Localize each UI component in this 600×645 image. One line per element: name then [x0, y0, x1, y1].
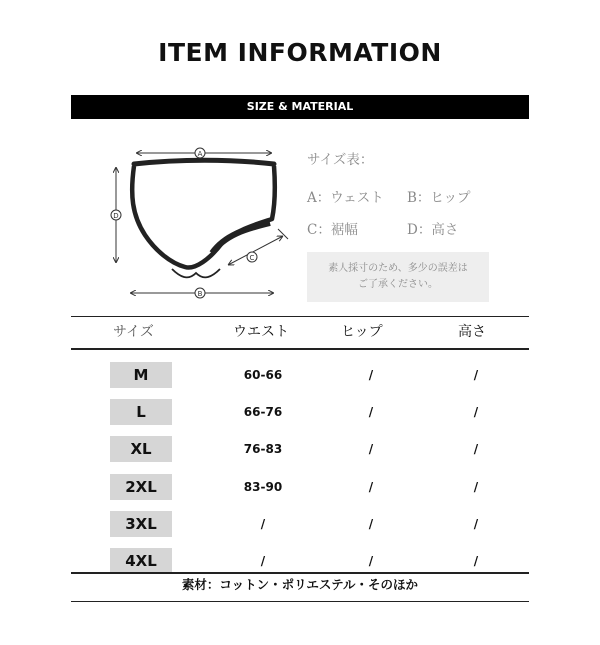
hip-value: /: [368, 405, 374, 419]
briefs-measurement-diagram: [100, 135, 300, 305]
legend-item: B：ヒップ: [407, 190, 471, 206]
size-label: L: [110, 399, 172, 425]
height-value: /: [473, 442, 479, 456]
page-title: ITEM INFORMATION: [158, 38, 442, 67]
height-value: /: [473, 480, 479, 494]
label-a: A: [197, 150, 203, 158]
hip-value: /: [368, 554, 374, 568]
size-label: M: [110, 362, 172, 388]
legend-row: [307, 186, 507, 206]
height-value: /: [473, 368, 479, 382]
waist-value: 83-90: [243, 480, 283, 494]
material-bottom-rule: [71, 601, 529, 602]
legend-heading: サイズ表：: [307, 152, 374, 168]
size-label: 2XL: [110, 474, 172, 500]
table-header-rule: [71, 348, 529, 350]
size-label: 4XL: [110, 548, 172, 572]
note-line: 素人採寸のため、多少の誤差は: [328, 263, 468, 274]
table-top-rule: [71, 316, 529, 317]
column-header-hip: ヒップ: [341, 324, 383, 340]
legend-item: A：ウェスト: [307, 190, 384, 206]
crotch-gusset: [172, 269, 220, 277]
leg-opening: [212, 223, 270, 253]
height-value: /: [473, 405, 479, 419]
hip-value: /: [368, 368, 374, 382]
column-header-waist: ウエスト: [233, 324, 289, 340]
label-d: D: [113, 212, 119, 220]
hip-value: /: [368, 480, 374, 494]
waist-value: 60-66: [243, 368, 283, 382]
label-c: C: [249, 254, 255, 262]
hip-value: /: [368, 442, 374, 456]
material-info: 素材：コットン・ポリエステル・そのほか: [181, 577, 419, 592]
waist-value: 66-76: [243, 405, 283, 419]
legend-item: D：高さ: [407, 222, 459, 238]
briefs-waistband: [134, 160, 274, 164]
column-header-size: サイズ: [113, 324, 154, 340]
waist-value: 76-83: [243, 442, 283, 456]
note-line: ご了承ください。: [358, 279, 438, 290]
legend-row: [307, 218, 507, 238]
waist-value: /: [260, 517, 266, 531]
measurement-note: [307, 252, 489, 302]
hip-value: /: [368, 517, 374, 531]
size-label: XL: [110, 436, 172, 462]
section-header-size-material: SIZE & MATERIAL: [71, 95, 529, 119]
size-legend: [307, 148, 507, 250]
size-label: 3XL: [110, 511, 172, 537]
label-b: B: [197, 290, 203, 298]
height-value: /: [473, 517, 479, 531]
height-value: /: [473, 554, 479, 568]
legend-item: C：裾幅: [307, 222, 358, 238]
waist-value: /: [260, 554, 266, 568]
column-header-height: 高さ: [458, 324, 486, 340]
